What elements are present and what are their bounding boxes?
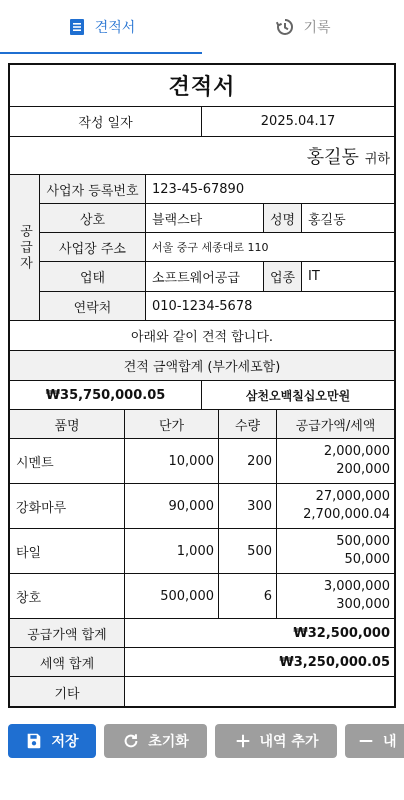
supply-total-label: 공급가액 합계 (10, 619, 125, 647)
name-value[interactable]: 홍길동 (308, 212, 346, 228)
save-button[interactable] (8, 724, 96, 758)
tab-estimate-label: 견적서 (94, 20, 136, 36)
document-icon (67, 17, 87, 37)
item-unit-price[interactable]: 500,000 (125, 574, 219, 618)
minus-icon (357, 732, 375, 750)
tab-bar (0, 0, 404, 54)
item-tax: 300,000 (336, 597, 390, 612)
company-label: 상호 (40, 204, 146, 232)
column-header-unit-price: 단가 (125, 410, 219, 438)
category-value[interactable]: IT (308, 269, 320, 284)
date-value[interactable]: 2025.04.17 (260, 114, 336, 129)
column-header-supply-tax: 공급가액/세액 (295, 418, 376, 434)
address-value[interactable]: 서울 중구 세종대로 110 (152, 241, 269, 254)
item-qty[interactable]: 500 (219, 529, 277, 573)
etc-value[interactable] (125, 677, 394, 708)
business-type-value[interactable]: 소프트웨어공급 (146, 262, 264, 291)
item-supply: 2,000,000 (323, 444, 390, 459)
table-row[interactable] (10, 529, 394, 574)
table-row[interactable] (10, 574, 394, 619)
recipient-name: 홍길동 (306, 146, 359, 168)
category-label: 업종 (264, 262, 302, 291)
supplier-contact-row (40, 292, 396, 321)
recipient-suffix: 귀하 (364, 152, 390, 167)
remove-item-button[interactable] (345, 724, 404, 758)
contact-label: 연락처 (40, 292, 146, 320)
item-qty[interactable]: 300 (219, 484, 277, 528)
etc-label: 기타 (10, 677, 125, 708)
item-qty[interactable]: 6 (219, 574, 277, 618)
add-item-button-label: 내역 추가 (259, 734, 319, 750)
item-name[interactable]: 강화마루 (10, 484, 125, 528)
reg-no-value[interactable]: 123-45-67890 (152, 181, 245, 197)
total-amount-row (10, 381, 394, 410)
action-bar (0, 714, 404, 768)
company-value[interactable]: 블랙스타 (146, 204, 264, 232)
supply-total-row (10, 619, 394, 648)
supply-total-value: ₩32,500,000 (293, 625, 390, 641)
tax-total-row (10, 648, 394, 677)
tax-total-label: 세액 합계 (10, 648, 125, 676)
contact-value[interactable]: 010-1234-5678 (152, 298, 253, 314)
notice-row (10, 321, 394, 351)
name-label: 성명 (264, 204, 302, 232)
reg-no-label: 사업자 등록번호 (40, 175, 146, 203)
item-supply: 3,000,000 (323, 579, 390, 594)
reset-button[interactable] (104, 724, 207, 758)
add-item-button[interactable] (215, 724, 337, 758)
supplier-address-row (40, 233, 396, 262)
save-icon (25, 732, 43, 750)
history-icon (275, 17, 295, 37)
reset-button-label: 초기화 (148, 734, 189, 750)
item-unit-price[interactable]: 90,000 (125, 484, 219, 528)
item-name[interactable]: 시멘트 (10, 439, 125, 483)
etc-row (10, 677, 394, 708)
item-supply: 500,000 (336, 534, 390, 549)
address-label: 사업장 주소 (40, 233, 146, 261)
item-name[interactable]: 창호 (10, 574, 125, 618)
supplier-type-row (40, 262, 396, 292)
item-tax: 2,700,000.04 (303, 507, 390, 522)
supplier-label: 공급자 (10, 175, 40, 321)
date-row (10, 107, 394, 137)
title-row (10, 65, 394, 107)
items-header-row (10, 410, 394, 439)
item-qty[interactable]: 200 (219, 439, 277, 483)
save-button-label: 저장 (51, 734, 79, 750)
total-label-row (10, 351, 394, 381)
total-amount-korean: 삼천오백칠십오만원 (245, 388, 351, 403)
tab-history-label: 기록 (303, 20, 331, 36)
date-label: 작성 일자 (10, 107, 202, 136)
item-supply-tax (277, 439, 394, 483)
recipient-row (10, 137, 394, 175)
total-label: 견적 금액합계 (부가세포함) (123, 360, 281, 375)
item-name[interactable]: 타일 (10, 529, 125, 573)
item-supply-tax (277, 484, 394, 528)
item-unit-price[interactable]: 1,000 (125, 529, 219, 573)
business-type-label: 업태 (40, 262, 146, 291)
remove-item-button-label: 내 (383, 734, 397, 750)
tab-estimate[interactable] (0, 0, 202, 54)
notice-text: 아래와 같이 견적 합니다. (130, 330, 274, 345)
table-row[interactable] (10, 484, 394, 529)
supplier-company-row (40, 204, 396, 233)
document-title: 견적서 (168, 75, 236, 100)
item-supply-tax (277, 529, 394, 573)
recipient[interactable] (10, 137, 394, 174)
estimate-document (8, 63, 396, 708)
column-header-name: 품명 (10, 410, 125, 438)
column-header-qty: 수량 (219, 410, 277, 438)
tax-total-value: ₩3,250,000.05 (279, 654, 390, 670)
total-amount: ₩35,750,000.05 (10, 381, 202, 409)
supplier-reg-row (40, 175, 396, 204)
item-supply-tax (277, 574, 394, 618)
tab-history[interactable] (202, 0, 404, 54)
refresh-icon (122, 732, 140, 750)
item-tax: 50,000 (344, 552, 390, 567)
plus-icon (234, 732, 252, 750)
item-supply: 27,000,000 (315, 489, 390, 504)
item-unit-price[interactable]: 10,000 (125, 439, 219, 483)
item-tax: 200,000 (336, 462, 390, 477)
table-row[interactable] (10, 439, 394, 484)
